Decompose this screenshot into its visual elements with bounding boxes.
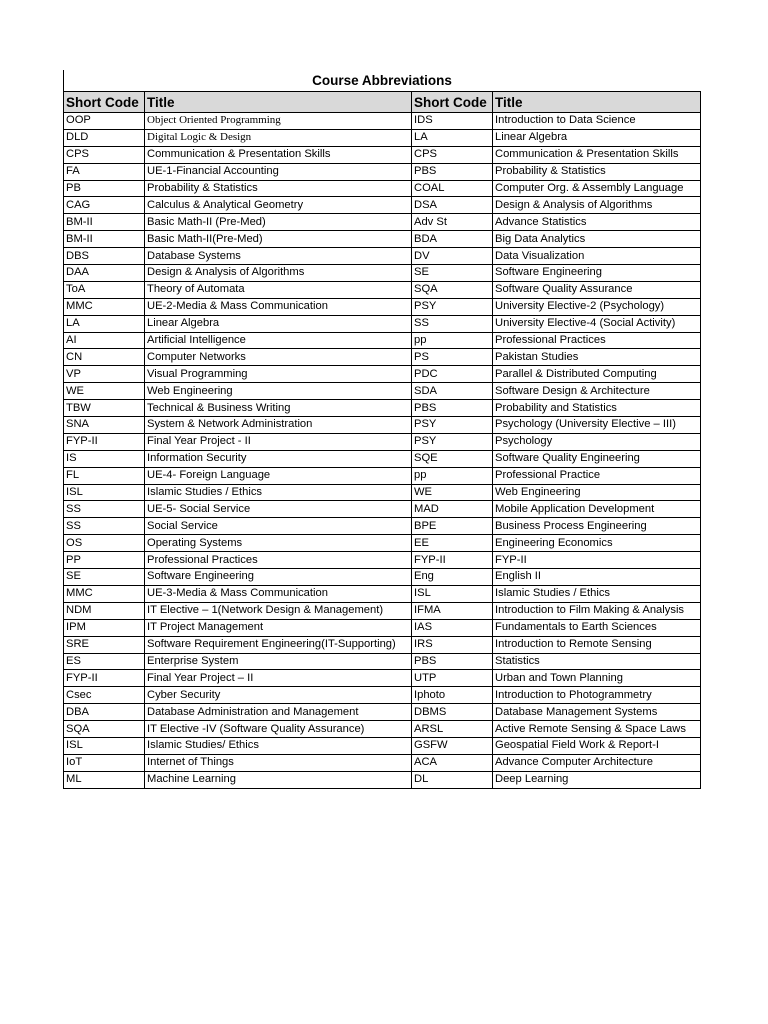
short-code-cell: IoT (64, 754, 145, 771)
table-row (64, 417, 701, 434)
short-code-cell: PSY (412, 417, 493, 434)
title-cell: Enterprise System (145, 653, 412, 670)
title-cell: UE-4- Foreign Language (145, 467, 412, 484)
table-row (64, 535, 701, 552)
title-cell: Professional Practice (493, 467, 701, 484)
title-cell: Software Engineering (145, 569, 412, 586)
title-cell: Communication & Presentation Skills (493, 146, 701, 163)
title-cell: Active Remote Sensing & Space Laws (493, 721, 701, 738)
table-row (64, 298, 701, 315)
title-cell: Calculus & Analytical Geometry (145, 197, 412, 214)
short-code-cell: BDA (412, 231, 493, 248)
short-code-cell: pp (412, 467, 493, 484)
title-cell: Data Visualization (493, 248, 701, 265)
short-code-cell: IDS (412, 113, 493, 130)
table-row (64, 315, 701, 332)
table-row (64, 450, 701, 467)
short-code-cell: NDM (64, 602, 145, 619)
title-cell: Psychology (493, 433, 701, 450)
title-cell: Basic Math-II(Pre-Med) (145, 231, 412, 248)
title-cell: Probability & Statistics (145, 180, 412, 197)
short-code-cell: UTP (412, 670, 493, 687)
title-cell: Islamic Studies/ Ethics (145, 737, 412, 754)
title-cell: Urban and Town Planning (493, 670, 701, 687)
title-cell: Software Design & Architecture (493, 383, 701, 400)
title-cell: Islamic Studies / Ethics (493, 585, 701, 602)
short-code-cell: ES (64, 653, 145, 670)
short-code-cell: ISL (64, 737, 145, 754)
title-cell: Design & Analysis of Algorithms (145, 265, 412, 282)
short-code-cell: CPS (64, 146, 145, 163)
title-cell: IT Elective -IV (Software Quality Assurance) (145, 721, 412, 738)
table-body (64, 113, 701, 789)
short-code-cell: GSFW (412, 737, 493, 754)
title-cell: Fundamentals to Earth Sciences (493, 619, 701, 636)
sheet-title: Course Abbreviations (63, 70, 700, 91)
short-code-cell: SS (412, 315, 493, 332)
short-code-cell: ToA (64, 281, 145, 298)
title-cell: Probability and Statistics (493, 400, 701, 417)
table-row (64, 113, 701, 130)
short-code-cell: OOP (64, 113, 145, 130)
short-code-cell: FL (64, 467, 145, 484)
table-row (64, 484, 701, 501)
table-row (64, 670, 701, 687)
table-row (64, 721, 701, 738)
short-code-cell: TBW (64, 400, 145, 417)
table-row (64, 569, 701, 586)
title-cell: University Elective-4 (Social Activity) (493, 315, 701, 332)
title-cell: Social Service (145, 518, 412, 535)
table-row (64, 585, 701, 602)
table-row (64, 704, 701, 721)
title-cell: Database Management Systems (493, 704, 701, 721)
short-code-cell: ML (64, 771, 145, 788)
short-code-cell: LA (64, 315, 145, 332)
short-code-cell: EE (412, 535, 493, 552)
title-cell: Machine Learning (145, 771, 412, 788)
title-cell: Database Systems (145, 248, 412, 265)
title-cell: Communication & Presentation Skills (145, 146, 412, 163)
spreadsheet (63, 70, 700, 789)
title-cell: Theory of Automata (145, 281, 412, 298)
title-cell: Design & Analysis of Algorithms (493, 197, 701, 214)
short-code-cell: Csec (64, 687, 145, 704)
title-cell: Final Year Project – II (145, 670, 412, 687)
short-code-cell: PBS (412, 653, 493, 670)
title-cell: Computer Org. & Assembly Language (493, 180, 701, 197)
title-cell: Basic Math-II (Pre-Med) (145, 214, 412, 231)
short-code-cell: DLD (64, 129, 145, 146)
short-code-cell: FYP-II (64, 670, 145, 687)
title-cell: Professional Practices (493, 332, 701, 349)
title-cell: Introduction to Data Science (493, 113, 701, 130)
title-cell: Technical & Business Writing (145, 400, 412, 417)
title-cell: Probability & Statistics (493, 163, 701, 180)
short-code-cell: ISL (64, 484, 145, 501)
table-row (64, 197, 701, 214)
short-code-cell: BM-II (64, 231, 145, 248)
short-code-cell: DV (412, 248, 493, 265)
table-row (64, 281, 701, 298)
short-code-cell: MMC (64, 298, 145, 315)
short-code-cell: IRS (412, 636, 493, 653)
title-cell: Parallel & Distributed Computing (493, 366, 701, 383)
short-code-cell: WE (64, 383, 145, 400)
short-code-cell: IPM (64, 619, 145, 636)
title-cell: Big Data Analytics (493, 231, 701, 248)
table-row (64, 467, 701, 484)
table-row (64, 349, 701, 366)
short-code-cell: SS (64, 518, 145, 535)
title-cell: English II (493, 569, 701, 586)
title-cell: Operating Systems (145, 535, 412, 552)
short-code-cell: PDC (412, 366, 493, 383)
short-code-cell: LA (412, 129, 493, 146)
short-code-cell: DL (412, 771, 493, 788)
title-cell: UE-1-Financial Accounting (145, 163, 412, 180)
short-code-cell: FYP-II (64, 433, 145, 450)
title-cell: Digital Logic & Design (145, 129, 412, 146)
table-row (64, 501, 701, 518)
title-cell: University Elective-2 (Psychology) (493, 298, 701, 315)
short-code-cell: SS (64, 501, 145, 518)
short-code-cell: CN (64, 349, 145, 366)
short-code-cell: Adv St (412, 214, 493, 231)
table-row (64, 366, 701, 383)
short-code-cell: PS (412, 349, 493, 366)
short-code-cell: DBA (64, 704, 145, 721)
title-cell: FYP-II (493, 552, 701, 569)
table-row (64, 653, 701, 670)
title-cell: Business Process Engineering (493, 518, 701, 535)
title-cell: Statistics (493, 653, 701, 670)
title-cell: Islamic Studies / Ethics (145, 484, 412, 501)
short-code-cell: DSA (412, 197, 493, 214)
abbreviations-table (63, 91, 701, 789)
title-cell: UE-2-Media & Mass Communication (145, 298, 412, 315)
short-code-cell: AI (64, 332, 145, 349)
table-row (64, 602, 701, 619)
short-code-cell: SQE (412, 450, 493, 467)
table-row (64, 636, 701, 653)
title-cell: Artificial Intelligence (145, 332, 412, 349)
title-cell: Mobile Application Development (493, 501, 701, 518)
short-code-cell: PB (64, 180, 145, 197)
short-code-cell: SQA (64, 721, 145, 738)
title-cell: Advance Computer Architecture (493, 754, 701, 771)
short-code-cell: pp (412, 332, 493, 349)
table-row (64, 383, 701, 400)
short-code-cell: MAD (412, 501, 493, 518)
short-code-cell: IS (64, 450, 145, 467)
title-cell: Internet of Things (145, 754, 412, 771)
short-code-cell: MMC (64, 585, 145, 602)
title-cell: Professional Practices (145, 552, 412, 569)
title-cell: Cyber Security (145, 687, 412, 704)
table-row (64, 248, 701, 265)
title-cell: Software Quality Engineering (493, 450, 701, 467)
header-short-code-1: Short Code (64, 92, 145, 113)
short-code-cell: SRE (64, 636, 145, 653)
title-cell: Pakistan Studies (493, 349, 701, 366)
short-code-cell: IFMA (412, 602, 493, 619)
short-code-cell: SNA (64, 417, 145, 434)
short-code-cell: VP (64, 366, 145, 383)
title-cell: Web Engineering (145, 383, 412, 400)
header-short-code-2: Short Code (412, 92, 493, 113)
short-code-cell: DBMS (412, 704, 493, 721)
short-code-cell: Eng (412, 569, 493, 586)
title-cell: Introduction to Film Making & Analysis (493, 602, 701, 619)
title-cell: Engineering Economics (493, 535, 701, 552)
short-code-cell: ISL (412, 585, 493, 602)
title-cell: Database Administration and Management (145, 704, 412, 721)
table-row (64, 129, 701, 146)
table-row (64, 737, 701, 754)
short-code-cell: OS (64, 535, 145, 552)
table-row (64, 400, 701, 417)
header-title-1: Title (145, 92, 412, 113)
short-code-cell: BM-II (64, 214, 145, 231)
header-title-2: Title (493, 92, 701, 113)
table-row (64, 687, 701, 704)
short-code-cell: PSY (412, 433, 493, 450)
table-row (64, 214, 701, 231)
table-row (64, 619, 701, 636)
title-cell: IT Elective – 1(Network Design & Management) (145, 602, 412, 619)
table-row (64, 518, 701, 535)
title-cell: Geospatial Field Work & Report-I (493, 737, 701, 754)
short-code-cell: SDA (412, 383, 493, 400)
short-code-cell: ACA (412, 754, 493, 771)
short-code-cell: FA (64, 163, 145, 180)
table-row (64, 771, 701, 788)
short-code-cell: IAS (412, 619, 493, 636)
title-cell: IT Project Management (145, 619, 412, 636)
short-code-cell: SE (412, 265, 493, 282)
title-cell: Software Requirement Engineering(IT-Supporting) (145, 636, 412, 653)
title-cell: Linear Algebra (145, 315, 412, 332)
short-code-cell: PBS (412, 163, 493, 180)
short-code-cell: FYP-II (412, 552, 493, 569)
title-cell: Final Year Project - II (145, 433, 412, 450)
table-row (64, 552, 701, 569)
header-row (64, 92, 701, 113)
short-code-cell: COAL (412, 180, 493, 197)
title-cell: Web Engineering (493, 484, 701, 501)
short-code-cell: CAG (64, 197, 145, 214)
short-code-cell: Iphoto (412, 687, 493, 704)
table-row (64, 180, 701, 197)
short-code-cell: DAA (64, 265, 145, 282)
title-cell: Object Oriented Programming (145, 113, 412, 130)
short-code-cell: ARSL (412, 721, 493, 738)
title-cell: Software Quality Assurance (493, 281, 701, 298)
table-row (64, 146, 701, 163)
title-cell: Visual Programming (145, 366, 412, 383)
title-cell: Advance Statistics (493, 214, 701, 231)
title-cell: Linear Algebra (493, 129, 701, 146)
title-cell: System & Network Administration (145, 417, 412, 434)
title-cell: Deep Learning (493, 771, 701, 788)
short-code-cell: PP (64, 552, 145, 569)
title-cell: Computer Networks (145, 349, 412, 366)
short-code-cell: WE (412, 484, 493, 501)
table-row (64, 231, 701, 248)
title-cell: Software Engineering (493, 265, 701, 282)
short-code-cell: SQA (412, 281, 493, 298)
short-code-cell: BPE (412, 518, 493, 535)
short-code-cell: DBS (64, 248, 145, 265)
table-row (64, 433, 701, 450)
title-cell: Introduction to Photogrammetry (493, 687, 701, 704)
short-code-cell: CPS (412, 146, 493, 163)
table-row (64, 163, 701, 180)
short-code-cell: SE (64, 569, 145, 586)
table-row (64, 754, 701, 771)
title-cell: UE-3-Media & Mass Communication (145, 585, 412, 602)
short-code-cell: PBS (412, 400, 493, 417)
table-row (64, 332, 701, 349)
short-code-cell: PSY (412, 298, 493, 315)
title-cell: Information Security (145, 450, 412, 467)
title-cell: Psychology (University Elective – III) (493, 417, 701, 434)
title-cell: UE-5- Social Service (145, 501, 412, 518)
title-cell: Introduction to Remote Sensing (493, 636, 701, 653)
table-row (64, 265, 701, 282)
